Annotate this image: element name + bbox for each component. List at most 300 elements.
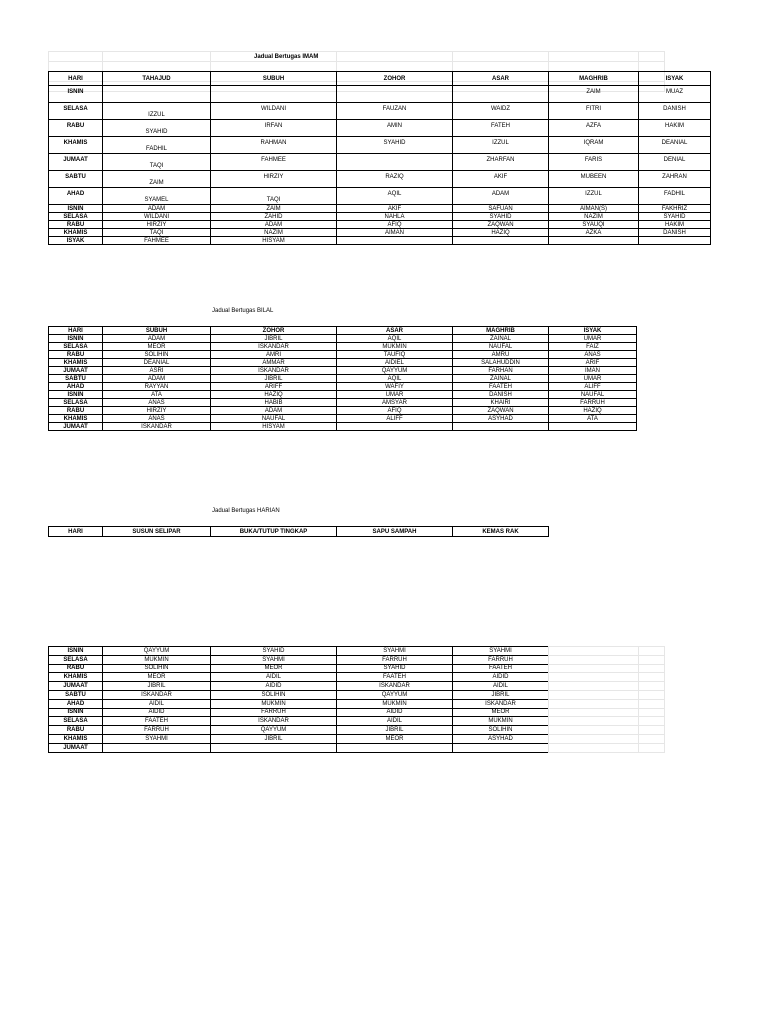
imam-cell: SYAHID — [639, 213, 711, 221]
harian-cell — [453, 743, 549, 752]
grid-cell — [549, 734, 639, 743]
harian-cell: AIDIL — [103, 699, 211, 708]
harian-cell: SYAHID — [211, 647, 337, 656]
grid-row — [549, 743, 665, 752]
imam-header-cell: MAGHRIB — [549, 72, 639, 86]
imam-cell: FATEH — [453, 120, 549, 137]
harian-cell: JUMAAT — [49, 682, 103, 691]
imam-row — [49, 237, 711, 245]
imam-cell: HISYAM — [211, 237, 337, 245]
imam-title: Jadual Bertugas IMAM — [254, 54, 319, 60]
bilal-cell: MUKMIN — [337, 343, 453, 351]
harian-cell: MUKMIN — [211, 699, 337, 708]
harian-cell: ISNIN — [49, 647, 103, 656]
grid-cell — [639, 726, 665, 735]
harian-row — [49, 743, 549, 752]
imam-cell: FAKHRIZ — [639, 205, 711, 213]
imam-cell: SYAUQI — [549, 221, 639, 229]
bilal-cell: ADAM — [103, 335, 211, 343]
grid-cell — [103, 62, 211, 72]
bilal-header-cell: ISYAK — [549, 327, 637, 335]
harian-row — [49, 734, 549, 743]
imam-cell — [639, 237, 711, 245]
bilal-row — [49, 407, 637, 415]
bilal-cell: AMMAR — [211, 359, 337, 367]
imam-cell: AMIN — [337, 120, 453, 137]
grid-cell — [549, 647, 639, 656]
imam-cell: AKIF — [337, 205, 453, 213]
bilal-cell: ANAS — [103, 399, 211, 407]
harian-cell: QAYYUM — [337, 690, 453, 699]
imam-cell: ZAHRAN — [639, 171, 711, 188]
imam-cell: AHAD — [49, 188, 103, 205]
bilal-row — [49, 335, 637, 343]
harian-cell: QAYYUM — [211, 726, 337, 735]
harian-cell: MEOR — [103, 673, 211, 682]
harian-cell: MEOR — [211, 664, 337, 673]
grid-row — [549, 664, 665, 673]
harian-cell: MEOR — [337, 734, 453, 743]
bilal-title: Jadual Bertugas BILAL — [212, 308, 274, 314]
harian-row — [49, 655, 549, 664]
bilal-cell: HIRZIY — [103, 407, 211, 415]
grid-cell — [549, 682, 639, 691]
harian-row — [49, 690, 549, 699]
harian-cell — [337, 743, 453, 752]
imam-cell: SABTU — [49, 171, 103, 188]
imam-cell: ZAIM — [103, 171, 211, 188]
imam-cell — [453, 86, 549, 103]
grid-cell — [549, 52, 639, 62]
imam-cell: AQIL — [337, 188, 453, 205]
bilal-cell: ISKANDAR — [211, 367, 337, 375]
imam-cell: FARIS — [549, 154, 639, 171]
harian-cell: QAYYUM — [103, 647, 211, 656]
bilal-cell: JIBRIL — [211, 375, 337, 383]
harian-cell: ISNIN — [49, 708, 103, 717]
grid-cell — [453, 62, 549, 72]
harian-cell: MUKMIN — [337, 699, 453, 708]
imam-cell: ISYAK — [49, 237, 103, 245]
harian-table — [48, 646, 548, 753]
bilal-row — [49, 375, 637, 383]
harian-cell: FARRUH — [453, 655, 549, 664]
grid-cell — [639, 708, 665, 717]
grid-row — [549, 682, 665, 691]
imam-row — [49, 229, 711, 237]
bilal-cell: AQIL — [337, 335, 453, 343]
bilal-cell: MEOR — [103, 343, 211, 351]
imam-cell: FADHIL — [639, 188, 711, 205]
imam-cell: IZZUL — [549, 188, 639, 205]
grid-cell — [549, 690, 639, 699]
bilal-cell: FARRUH — [549, 399, 637, 407]
harian-cell: FAATEH — [337, 673, 453, 682]
imam-cell: AZKA — [549, 229, 639, 237]
grid-cell — [337, 62, 453, 72]
imam-cell: SAFUAN — [453, 205, 549, 213]
imam-header-row — [49, 72, 711, 86]
imam-cell: IRFAN — [211, 120, 337, 137]
imam-cell: KHAMIS — [49, 229, 103, 237]
bilal-cell: ALIFF — [549, 383, 637, 391]
bilal-row — [49, 399, 637, 407]
harian-cell: FAATEH — [453, 664, 549, 673]
harian-cell: JIBRIL — [211, 734, 337, 743]
imam-row — [49, 103, 711, 120]
harian-header-cell: HARI — [49, 527, 103, 537]
grid-cell — [639, 664, 665, 673]
bilal-cell: SELASA — [49, 399, 103, 407]
bilal-cell: ZAQWAN — [453, 407, 549, 415]
imam-cell: ZHARFAN — [453, 154, 549, 171]
imam-cell: TAQI — [103, 154, 211, 171]
imam-cell: HIRZIY — [211, 171, 337, 188]
bilal-cell: AMSYAR — [337, 399, 453, 407]
grid-cell — [549, 62, 639, 72]
harian-row — [49, 673, 549, 682]
imam-table — [48, 71, 688, 245]
bilal-header-row — [49, 327, 637, 335]
imam-cell: DANISH — [639, 103, 711, 120]
bilal-cell: SABTU — [49, 375, 103, 383]
bilal-cell: ZAINAL — [453, 335, 549, 343]
imam-cell: ADAM — [211, 221, 337, 229]
harian-cell: AIDID — [103, 708, 211, 717]
bilal-cell: RAYYAN — [103, 383, 211, 391]
imam-cell — [337, 154, 453, 171]
imam-cell: IZZUL — [103, 103, 211, 120]
bilal-cell: ASYHAD — [453, 415, 549, 423]
harian-cell: AIDID — [337, 708, 453, 717]
harian-header-cell: SAPU SAMPAH — [337, 527, 453, 537]
imam-cell: NAZIM — [211, 229, 337, 237]
imam-cell: RABU — [49, 120, 103, 137]
harian-cell: FAATEH — [103, 717, 211, 726]
imam-row — [49, 221, 711, 229]
bilal-cell: ADAM — [103, 375, 211, 383]
imam-cell: FAUZAN — [337, 103, 453, 120]
harian-cell: SYAHMI — [211, 655, 337, 664]
harian-cell: JIBRIL — [337, 726, 453, 735]
imam-cell: FITRI — [549, 103, 639, 120]
harian-cell: SYAHMI — [337, 647, 453, 656]
harian-row — [49, 717, 549, 726]
bilal-cell: NAUFAL — [549, 391, 637, 399]
bilal-cell: UMAR — [549, 335, 637, 343]
imam-cell: MUBEEN — [549, 171, 639, 188]
imam-cell: SYAHID — [103, 120, 211, 137]
bilal-cell: ISKANDAR — [103, 423, 211, 431]
harian-cell: JUMAAT — [49, 743, 103, 752]
imam-cell: ISNIN — [49, 205, 103, 213]
imam-cell: FAHMEE — [211, 154, 337, 171]
bilal-cell: UMAR — [337, 391, 453, 399]
harian-header-cell: KEMAS RAK — [453, 527, 549, 537]
grid-cell — [639, 699, 665, 708]
grid-cell — [639, 673, 665, 682]
imam-cell: FAHMEE — [103, 237, 211, 245]
grid-cell — [453, 52, 549, 62]
bilal-cell: JIBRIL — [211, 335, 337, 343]
bilal-cell: AFIQ — [337, 407, 453, 415]
harian-cell: SELASA — [49, 717, 103, 726]
harian-row — [49, 726, 549, 735]
imam-cell: IQRAM — [549, 137, 639, 154]
imam-row — [49, 86, 711, 103]
imam-cell: ZAIM — [211, 205, 337, 213]
bilal-cell: ISKANDAR — [211, 343, 337, 351]
bilal-cell: QAYYUM — [337, 367, 453, 375]
bilal-cell: KHAMIS — [49, 415, 103, 423]
imam-cell: SYAHID — [337, 137, 453, 154]
harian-cell: RABU — [49, 726, 103, 735]
harian-cell: FARRUH — [211, 708, 337, 717]
imam-cell: IZZUL — [453, 137, 549, 154]
imam-header-cell: ZOHOR — [337, 72, 453, 86]
bilal-header-cell: HARI — [49, 327, 103, 335]
bilal-cell: ISNIN — [49, 391, 103, 399]
imam-cell — [211, 86, 337, 103]
grid-row — [549, 655, 665, 664]
harian-cell: RABU — [49, 664, 103, 673]
harian-cell: JIBRIL — [453, 690, 549, 699]
bilal-row — [49, 359, 637, 367]
imam-row — [49, 205, 711, 213]
bilal-cell: DEANIAL — [103, 359, 211, 367]
imam-cell: HIRZIY — [103, 221, 211, 229]
bilal-table — [48, 326, 636, 431]
bilal-cell: ATA — [103, 391, 211, 399]
bilal-cell: SALAHUDDIN — [453, 359, 549, 367]
imam-cell: RAHMAN — [211, 137, 337, 154]
imam-row — [49, 171, 711, 188]
bilal-cell: ANAS — [549, 351, 637, 359]
imam-row — [49, 188, 711, 205]
imam-cell: FADHIL — [103, 137, 211, 154]
grid-cell — [549, 664, 639, 673]
grid-cell — [49, 52, 103, 62]
grid-cell — [639, 647, 665, 656]
imam-header-cell: HARI — [49, 72, 103, 86]
harian-cell: SYAHMI — [103, 734, 211, 743]
bilal-cell: KHAIRI — [453, 399, 549, 407]
imam-cell: MUAZ — [639, 86, 711, 103]
grid-cell — [639, 690, 665, 699]
grid-cell — [549, 673, 639, 682]
bilal-row — [49, 391, 637, 399]
imam-cell — [103, 86, 211, 103]
grid-cell — [549, 743, 639, 752]
bilal-cell — [549, 423, 637, 431]
imam-cell: AIMAN(S) — [549, 205, 639, 213]
bilal-cell: KHAMIS — [49, 359, 103, 367]
harian-cell: SOLIHIN — [103, 664, 211, 673]
grid-cell — [103, 52, 211, 62]
grid-row — [549, 726, 665, 735]
harian-cell: ASYHAD — [453, 734, 549, 743]
harian-row — [49, 699, 549, 708]
harian-cell: MEOR — [453, 708, 549, 717]
harian-cell: KHAMIS — [49, 734, 103, 743]
grid-row — [49, 62, 665, 72]
grid-cell — [639, 655, 665, 664]
harian-cell: AIDIL — [453, 682, 549, 691]
bilal-cell: WAFIY — [337, 383, 453, 391]
bilal-row — [49, 343, 637, 351]
harian-title: Jadual Bertugas HARIAN — [212, 508, 280, 514]
grid-cell — [639, 743, 665, 752]
imam-cell: AFIQ — [337, 221, 453, 229]
bilal-cell: HABIB — [211, 399, 337, 407]
imam-header-cell: SUBUH — [211, 72, 337, 86]
imam-cell — [337, 237, 453, 245]
imam-cell: WAIDZ — [453, 103, 549, 120]
bilal-cell: ASRI — [103, 367, 211, 375]
grid-cell — [639, 717, 665, 726]
bilal-cell: IMAN — [549, 367, 637, 375]
harian-cell — [103, 743, 211, 752]
bilal-cell: FAIZ — [549, 343, 637, 351]
grid-cell — [639, 52, 665, 62]
harian-cell: AIDIL — [211, 673, 337, 682]
bilal-cell: HISYAM — [211, 423, 337, 431]
harian-header-row — [49, 527, 549, 537]
imam-cell — [549, 237, 639, 245]
bilal-header-cell: SUBUH — [103, 327, 211, 335]
bilal-cell: RABU — [49, 407, 103, 415]
bilal-cell: AQIL — [337, 375, 453, 383]
imam-row — [49, 213, 711, 221]
grid-row — [549, 717, 665, 726]
imam-cell: HAZIQ — [453, 229, 549, 237]
bilal-row — [49, 367, 637, 375]
bilal-header-cell: ASAR — [337, 327, 453, 335]
harian-header-cell: SUSUN SELIPAR — [103, 527, 211, 537]
bilal-cell: UMAR — [549, 375, 637, 383]
imam-cell: ADAM — [103, 205, 211, 213]
imam-header-cell: ISYAK — [639, 72, 711, 86]
grid-cell — [49, 62, 103, 72]
grid-cell — [639, 62, 665, 72]
harian-cell: ISKANDAR — [453, 699, 549, 708]
imam-cell: DEANIAL — [639, 137, 711, 154]
imam-cell: AIMAN — [337, 229, 453, 237]
bilal-cell: ANAS — [103, 415, 211, 423]
imam-cell — [337, 86, 453, 103]
bilal-header-cell: ZOHOR — [211, 327, 337, 335]
grid-row — [549, 699, 665, 708]
bilal-cell: NAUFAL — [453, 343, 549, 351]
harian-row — [49, 664, 549, 673]
bilal-cell: AHAD — [49, 383, 103, 391]
harian-cell: ISKANDAR — [103, 690, 211, 699]
imam-header-cell: TAHAJUD — [103, 72, 211, 86]
grid-cell — [337, 52, 453, 62]
harian-cell: MUKMIN — [103, 655, 211, 664]
bilal-cell: ARIFF — [211, 383, 337, 391]
imam-cell: WILDANI — [103, 213, 211, 221]
imam-cell: SYAHID — [453, 213, 549, 221]
imam-row — [49, 137, 711, 154]
imam-cell: DANISH — [639, 229, 711, 237]
grid-row — [549, 673, 665, 682]
imam-cell: ZAHID — [211, 213, 337, 221]
imam-cell: ZAIM — [549, 86, 639, 103]
harian-cell — [211, 743, 337, 752]
harian-cell: AIDID — [211, 682, 337, 691]
bilal-cell: SELASA — [49, 343, 103, 351]
harian-cell: AHAD — [49, 699, 103, 708]
harian-header-cell: BUKA/TUTUP TINGKAP — [211, 527, 337, 537]
bilal-cell: ALIFF — [337, 415, 453, 423]
bilal-cell: ATA — [549, 415, 637, 423]
harian-cell: SYAHID — [337, 664, 453, 673]
imam-cell: SELASA — [49, 213, 103, 221]
harian-row — [49, 647, 549, 656]
bilal-row — [49, 351, 637, 359]
bilal-cell — [337, 423, 453, 431]
bilal-cell: JUMAAT — [49, 423, 103, 431]
grid-cell — [549, 726, 639, 735]
imam-cell: ADAM — [453, 188, 549, 205]
harian-cell: ISKANDAR — [211, 717, 337, 726]
grid-row — [549, 690, 665, 699]
grid-cell — [549, 717, 639, 726]
grid-cell — [549, 699, 639, 708]
imam-cell: WILDANI — [211, 103, 337, 120]
harian-cell: SELASA — [49, 655, 103, 664]
bilal-cell: ZAINAL — [453, 375, 549, 383]
imam-cell: AKIF — [453, 171, 549, 188]
bilal-cell: TAUFIQ — [337, 351, 453, 359]
harian-side-grid — [548, 646, 664, 753]
grid-row — [549, 647, 665, 656]
grid-row — [49, 52, 665, 62]
grid-cell — [549, 708, 639, 717]
harian-cell: SYAHMI — [453, 647, 549, 656]
grid-cell — [211, 62, 337, 72]
harian-cell: AIDID — [453, 673, 549, 682]
imam-cell: ISNIN — [49, 86, 103, 103]
bilal-cell: HAZIQ — [549, 407, 637, 415]
bilal-row — [49, 415, 637, 423]
bilal-cell: AIDIEL — [337, 359, 453, 367]
imam-cell — [453, 237, 549, 245]
imam-row — [49, 120, 711, 137]
imam-cell: SELASA — [49, 103, 103, 120]
bilal-cell: ADAM — [211, 407, 337, 415]
bilal-cell — [453, 423, 549, 431]
harian-cell: KHAMIS — [49, 673, 103, 682]
harian-row — [49, 682, 549, 691]
imam-cell: KHAMIS — [49, 137, 103, 154]
bilal-row — [49, 383, 637, 391]
grid-cell — [549, 655, 639, 664]
imam-cell: NAHLA — [337, 213, 453, 221]
imam-cell: SYAMEL — [103, 188, 211, 205]
harian-cell: SABTU — [49, 690, 103, 699]
imam-header-cell: ASAR — [453, 72, 549, 86]
imam-cell: DENIAL — [639, 154, 711, 171]
bilal-cell: RABU — [49, 351, 103, 359]
imam-cell: AZFA — [549, 120, 639, 137]
imam-cell: HAKIM — [639, 221, 711, 229]
bilal-cell: FAATEH — [453, 383, 549, 391]
harian-cell: JIBRIL — [103, 682, 211, 691]
bilal-cell: AMRU — [453, 351, 549, 359]
imam-cell: HAKIM — [639, 120, 711, 137]
